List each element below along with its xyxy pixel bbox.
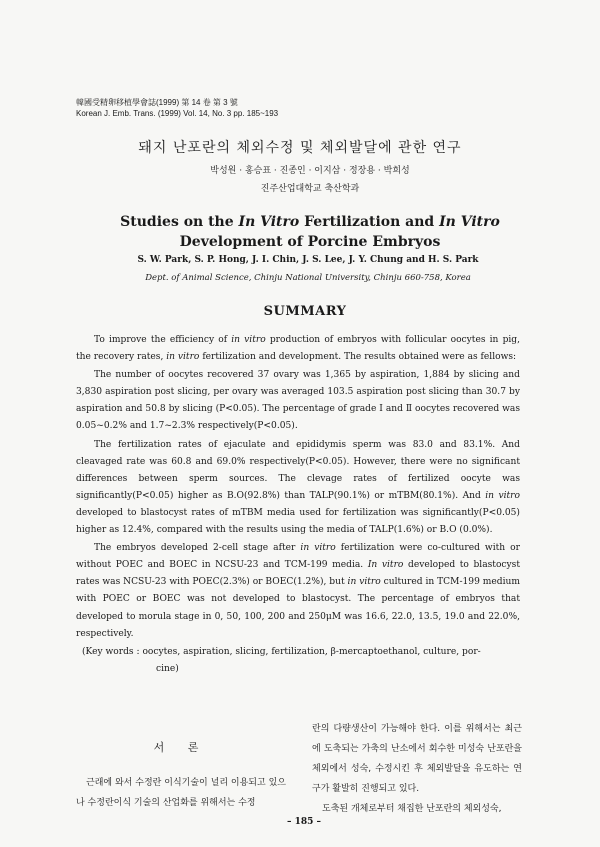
page-number: – 185 –	[286, 817, 322, 827]
journal-citation-korean: 韓國受精卵移植學會誌(1999) 第 14 卷 第 3 號	[76, 98, 238, 107]
english-authors: S. W. Park, S. P. Hong, J. I. Chin, J. S. Lee, J. Y. Chung and H. S. Park	[137, 255, 479, 265]
english-title-part: Studies on the	[120, 214, 239, 230]
english-title-part: Fertilization and	[299, 214, 440, 230]
journal-citation-english: Korean J. Emb. Trans. (1999) Vol. 14, No. 3 pp. 185~193	[76, 109, 279, 118]
korean-authors: 박성원 · 홍승표 · 진종인 · 이지삼 · 정장용 · 박희성	[210, 166, 410, 176]
summary-body	[76, 332, 520, 678]
intro-right-column	[312, 719, 522, 819]
english-affiliation: Dept. of Animal Science, Chinju National University, Chinju 660-758, Korea	[145, 273, 471, 283]
intro-paragraph: 란의 다량생산이 가능해야 한다. 이를 위해서는 최근에 도축되는 가축의 난소에서 회수한 미성숙 난포란을 체외에서 성숙, 수정시킨 후 체외발달을 유도하는 연구가 활발히 진행되고 있다.	[312, 724, 522, 794]
summary-paragraph: The number of oocytes recovered 37 ovary was 1,365 by aspiration, 1,884 by slicing and 3,830 aspiration post slicing, per ovary was averaged 103.5 aspiration post slicing than 30.7 by aspiration and 50.8 by slicing (P<0.05). The percentage of grade Ⅰ and Ⅱ oocytes recovered was 0.05~0.2% and 1.7~2.3% respectively(P<0.05).	[76, 370, 520, 432]
summary-paragraph: The fertilization rates of ejaculate and epididymis sperm was 83.0 and 83.1%. And cleavaged rate was 60.8 and 69.0% respectively(P<0.05). However, there were no significant differences between sperm sources. The clevage rates of fertilized oocyte was significantly(P<0.05) higher as B.O(92.8%) than TALP(90.1%) or mTBM(80.1%). And in vitro developed to blastocyst rates of mTBM media used for fertilization was significantly(P<0.05) higher as 12.4%, compared with the results using the media of TALP(1.6%) or B.O (0.0%).	[76, 439, 520, 536]
journal-header	[76, 97, 278, 119]
summary-paragraph: To improve the efficiency of in vitro production of embryos with follicular oocytes in pig, the recovery rates, in vitro fertilization and development. The results obtained were as fellows:	[76, 335, 521, 363]
korean-title: 돼지 난포란의 체외수정 및 체외발달에 관한 연구	[138, 140, 462, 156]
english-title-italic: In Vitro	[439, 214, 500, 230]
english-title	[60, 212, 560, 252]
intro-paragraph: 근래에 와서 수정란 이식기술이 널리 이용되고 있으나 수정란이식 기술의 산업화를 위해서는 수정	[76, 778, 286, 808]
intro-paragraph: 도축된 개체로부터 채집한 난포란의 체외성숙,	[322, 804, 502, 814]
intro-heading: 서 론	[153, 741, 209, 754]
summary-heading: SUMMARY	[263, 304, 347, 319]
summary-paragraph: The embryos developed 2-cell stage after in vitro fertilization were co-cultured with or without POEC and BOEC in NCSU-23 and TCM-199 media. In vitro developed to blastocyst rates was NCSU-23 with POEC(2.3%) or BOEC(1.2%), but in vitro cultured in TCM-199 medium with POEC or BOEC was not developed to blastocyst. The percentage of embryos that developed to morula stage in 0, 50, 100, 200 and 250μM was 16.6, 22.0, 13.5, 19.0 and 22.0%, respectively.	[76, 543, 520, 639]
english-title-part: Development of Porcine Embryos	[179, 234, 441, 250]
key-words: (Key words : oocytes, aspiration, slicing, fertilization, β-mercaptoethanol, culture, por- cine)	[82, 646, 481, 674]
english-title-italic: In Vitro	[238, 214, 300, 230]
intro-left-column	[76, 739, 286, 813]
korean-affiliation: 진주산업대학교 축산학과	[260, 184, 360, 194]
